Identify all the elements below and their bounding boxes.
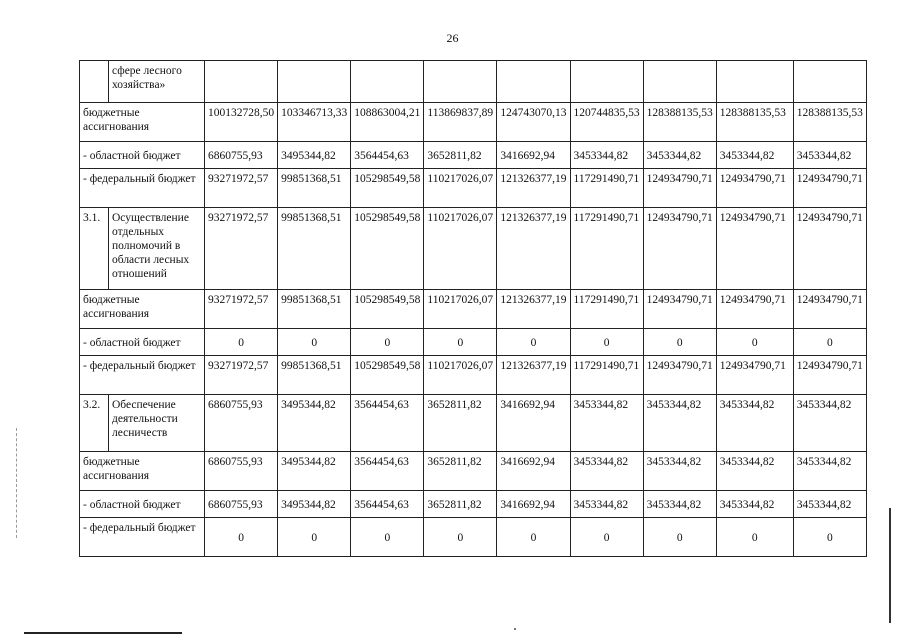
table-row (80, 61, 867, 103)
value-cell: 3652811,82 (424, 395, 497, 452)
value-cell: 3453344,82 (570, 452, 643, 491)
value-cell: 113869837,89 (424, 103, 497, 142)
value-cell: 3453344,82 (793, 452, 866, 491)
value-cell: 0 (643, 329, 716, 356)
row-number-cell: 3.1. (80, 208, 109, 290)
table-row (80, 142, 867, 169)
value-cell: 3416692,94 (497, 491, 570, 518)
value-cell: 0 (793, 518, 866, 557)
table-row (80, 103, 867, 142)
value-cell (351, 61, 424, 103)
value-cell: 0 (205, 518, 278, 557)
value-cell: 124934790,71 (793, 290, 866, 329)
value-cell: 93271972,57 (205, 208, 278, 290)
value-cell: 0 (570, 518, 643, 557)
value-cell: 124934790,71 (716, 169, 793, 208)
value-cell: 3453344,82 (643, 452, 716, 491)
row-label-cell: - федеральный бюджет (80, 169, 205, 208)
value-cell: 3453344,82 (793, 142, 866, 169)
table-row (80, 329, 867, 356)
value-cell: 3416692,94 (497, 395, 570, 452)
row-number-cell: 3.2. (80, 395, 109, 452)
row-label-cell: бюджетные ассигнования (80, 103, 205, 142)
value-cell: 105298549,58 (351, 208, 424, 290)
value-cell: 3453344,82 (716, 452, 793, 491)
table-row (80, 356, 867, 395)
value-cell: 124934790,71 (716, 208, 793, 290)
table-row (80, 518, 867, 557)
value-cell: 0 (351, 518, 424, 557)
value-cell: 0 (278, 518, 351, 557)
row-label-cell: бюджетные ассигнования (80, 452, 205, 491)
value-cell: 6860755,93 (205, 395, 278, 452)
value-cell (497, 61, 570, 103)
value-cell: 6860755,93 (205, 491, 278, 518)
value-cell: 3564454,63 (351, 452, 424, 491)
value-cell: 3416692,94 (497, 452, 570, 491)
value-cell: 3453344,82 (570, 395, 643, 452)
table-row (80, 290, 867, 329)
value-cell: 121326377,19 (497, 356, 570, 395)
value-cell: 0 (793, 329, 866, 356)
value-cell: 99851368,51 (278, 290, 351, 329)
value-cell: 0 (497, 329, 570, 356)
table-body (80, 61, 867, 557)
value-cell: 0 (424, 329, 497, 356)
value-cell: 3652811,82 (424, 142, 497, 169)
bottom-rule (24, 632, 182, 634)
value-cell: 0 (497, 518, 570, 557)
value-cell: 3416692,94 (497, 142, 570, 169)
value-cell: 0 (424, 518, 497, 557)
value-cell: 93271972,57 (205, 290, 278, 329)
value-cell: 124934790,71 (793, 169, 866, 208)
value-cell: 3453344,82 (793, 491, 866, 518)
value-cell: 117291490,71 (570, 169, 643, 208)
value-cell (716, 61, 793, 103)
value-cell: 93271972,57 (205, 356, 278, 395)
value-cell: 100132728,50 (205, 103, 278, 142)
value-cell: 121326377,19 (497, 290, 570, 329)
value-cell: 3652811,82 (424, 452, 497, 491)
value-cell: 0 (278, 329, 351, 356)
value-cell: 99851368,51 (278, 356, 351, 395)
value-cell: 121326377,19 (497, 169, 570, 208)
value-cell: 128388135,53 (643, 103, 716, 142)
value-cell: 124934790,71 (793, 356, 866, 395)
row-label-cell: - областной бюджет (80, 491, 205, 518)
value-cell: 3453344,82 (716, 491, 793, 518)
value-cell: 3453344,82 (643, 395, 716, 452)
row-label-cell: - областной бюджет (80, 329, 205, 356)
value-cell: 128388135,53 (793, 103, 866, 142)
value-cell: 124934790,71 (643, 356, 716, 395)
value-cell: 108863004,21 (351, 103, 424, 142)
value-cell: 124934790,71 (716, 290, 793, 329)
value-cell: 124934790,71 (716, 356, 793, 395)
value-cell: 0 (716, 518, 793, 557)
value-cell (278, 61, 351, 103)
value-cell: 99851368,51 (278, 169, 351, 208)
value-cell: 0 (205, 329, 278, 356)
row-number-cell (80, 61, 109, 103)
value-cell: 3453344,82 (716, 142, 793, 169)
value-cell: 3495344,82 (278, 491, 351, 518)
value-cell: 0 (570, 329, 643, 356)
table-row (80, 452, 867, 491)
value-cell (643, 61, 716, 103)
value-cell: 124934790,71 (643, 290, 716, 329)
row-label-cell: Обеспечение деятельности лесничеств (109, 395, 205, 452)
value-cell: 3564454,63 (351, 491, 424, 518)
row-label-cell: - федеральный бюджет (80, 356, 205, 395)
table-row (80, 491, 867, 518)
value-cell: 0 (351, 329, 424, 356)
value-cell: 3495344,82 (278, 395, 351, 452)
value-cell: 3453344,82 (570, 142, 643, 169)
value-cell: 105298549,58 (351, 356, 424, 395)
value-cell: 124934790,71 (643, 208, 716, 290)
row-label-cell: Осуществление отдельных полномочий в области лесных отношений (109, 208, 205, 290)
value-cell: 3495344,82 (278, 452, 351, 491)
value-cell: 0 (716, 329, 793, 356)
value-cell: 103346713,33 (278, 103, 351, 142)
scan-dot (514, 628, 516, 630)
value-cell: 117291490,71 (570, 290, 643, 329)
value-cell: 124934790,71 (793, 208, 866, 290)
value-cell: 93271972,57 (205, 169, 278, 208)
row-label-cell: бюджетные ассигнования (80, 290, 205, 329)
value-cell: 124743070,13 (497, 103, 570, 142)
value-cell: 121326377,19 (497, 208, 570, 290)
value-cell: 110217026,07 (424, 169, 497, 208)
value-cell: 3453344,82 (643, 142, 716, 169)
value-cell: 110217026,07 (424, 356, 497, 395)
scan-artifact-right (889, 508, 891, 623)
value-cell (424, 61, 497, 103)
value-cell (205, 61, 278, 103)
value-cell: 128388135,53 (716, 103, 793, 142)
value-cell: 110217026,07 (424, 290, 497, 329)
value-cell: 3564454,63 (351, 142, 424, 169)
value-cell: 3453344,82 (793, 395, 866, 452)
value-cell: 124934790,71 (643, 169, 716, 208)
value-cell: 3453344,82 (643, 491, 716, 518)
value-cell: 3495344,82 (278, 142, 351, 169)
value-cell: 6860755,93 (205, 142, 278, 169)
scan-artifact-left (16, 428, 18, 538)
table-row (80, 208, 867, 290)
value-cell: 110217026,07 (424, 208, 497, 290)
page-number: 26 (446, 31, 459, 45)
value-cell: 120744835,53 (570, 103, 643, 142)
row-label-cell: сфере лесного хозяйства» (109, 61, 205, 103)
budget-table (79, 60, 867, 557)
value-cell (793, 61, 866, 103)
value-cell: 6860755,93 (205, 452, 278, 491)
value-cell: 3564454,63 (351, 395, 424, 452)
value-cell: 105298549,58 (351, 290, 424, 329)
value-cell: 3453344,82 (570, 491, 643, 518)
row-label-cell: - федеральный бюджет (80, 518, 205, 557)
value-cell: 117291490,71 (570, 356, 643, 395)
row-label-cell: - областной бюджет (80, 142, 205, 169)
value-cell: 0 (643, 518, 716, 557)
value-cell: 3453344,82 (716, 395, 793, 452)
table-row (80, 395, 867, 452)
value-cell: 99851368,51 (278, 208, 351, 290)
value-cell: 105298549,58 (351, 169, 424, 208)
value-cell: 117291490,71 (570, 208, 643, 290)
value-cell (570, 61, 643, 103)
table-row (80, 169, 867, 208)
value-cell: 3652811,82 (424, 491, 497, 518)
